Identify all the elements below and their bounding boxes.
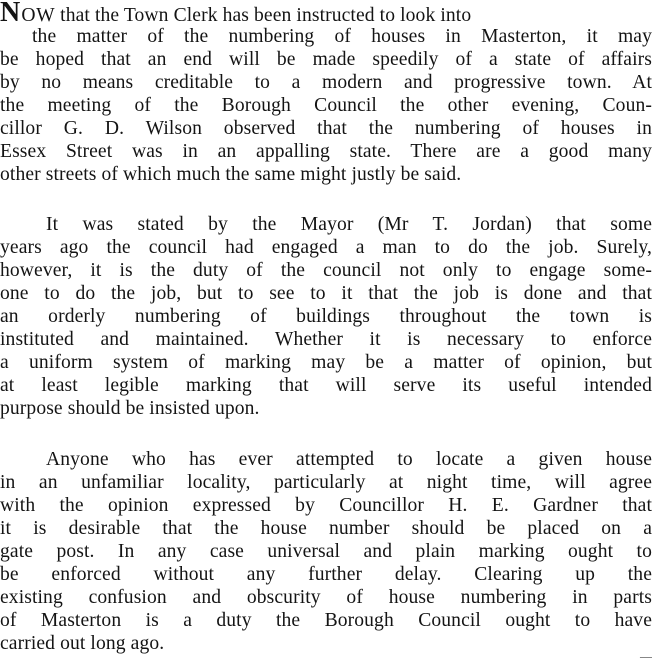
- article-line: cillor G. D. Wilson observed that the numbering of houses in: [0, 118, 652, 139]
- article-line: Essex Street was in an appalling state. There are a good many: [0, 141, 652, 162]
- article-line: in an unfamiliar locality, particularly at night time, will agree: [0, 472, 652, 493]
- article-line: other streets of which much the same might justly be said.: [0, 164, 462, 185]
- article-line: at least legible marking that will serve its useful intended: [0, 375, 652, 396]
- article-line: years ago the council had engaged a man to do the job. Surely,: [0, 237, 652, 258]
- article-line: the matter of the numbering of houses in Masterton, it may: [32, 26, 652, 47]
- article-line: carried out long ago.: [0, 633, 165, 654]
- line-text: that the Town Clerk has been instructed to look into: [55, 5, 472, 26]
- article-line: existing confusion and obscurity of house numbering in parts: [0, 587, 652, 608]
- article-line: it is desirable that the house number should be placed on a: [0, 518, 652, 539]
- article-line: [0, 0, 652, 28]
- article-line: be enforced without any further delay. Clearing up the: [0, 564, 652, 585]
- article-line: gate post. In any case universal and plain marking ought to: [0, 541, 652, 562]
- article-line: It was stated by the Mayor (Mr T. Jordan) that some: [46, 214, 652, 235]
- article-line: with the opinion expressed by Councillor H. E. Gardner that: [0, 495, 652, 516]
- article-line: an orderly numbering of buildings throughout the town is: [0, 306, 652, 327]
- article-line: Anyone who has ever attempted to locate a given house: [46, 449, 652, 470]
- article-line: instituted and maintained. Whether it is necessary to enforce: [0, 329, 652, 350]
- article-line: however, it is the duty of the council not only to engage some-: [0, 260, 652, 281]
- article-line: a uniform system of marking may be a matter of opinion, but: [0, 352, 652, 373]
- article-line: the meeting of the Borough Council the other evening, Coun-: [0, 95, 652, 116]
- article-line: purpose should be insisted upon.: [0, 398, 260, 419]
- end-mark: —: [640, 649, 652, 663]
- drop-cap: N: [0, 0, 21, 28]
- article-line: be hoped that an end will be made speedily of a state of affairs: [0, 49, 652, 70]
- article-line: of Masterton is a duty the Borough Council ought to have: [0, 610, 652, 631]
- small-caps-word: OW: [21, 5, 56, 26]
- article-line: one to do the job, but to see to it that the job is done and that: [0, 283, 652, 304]
- article-line: by no means creditable to a modern and progressive town. At: [0, 72, 652, 93]
